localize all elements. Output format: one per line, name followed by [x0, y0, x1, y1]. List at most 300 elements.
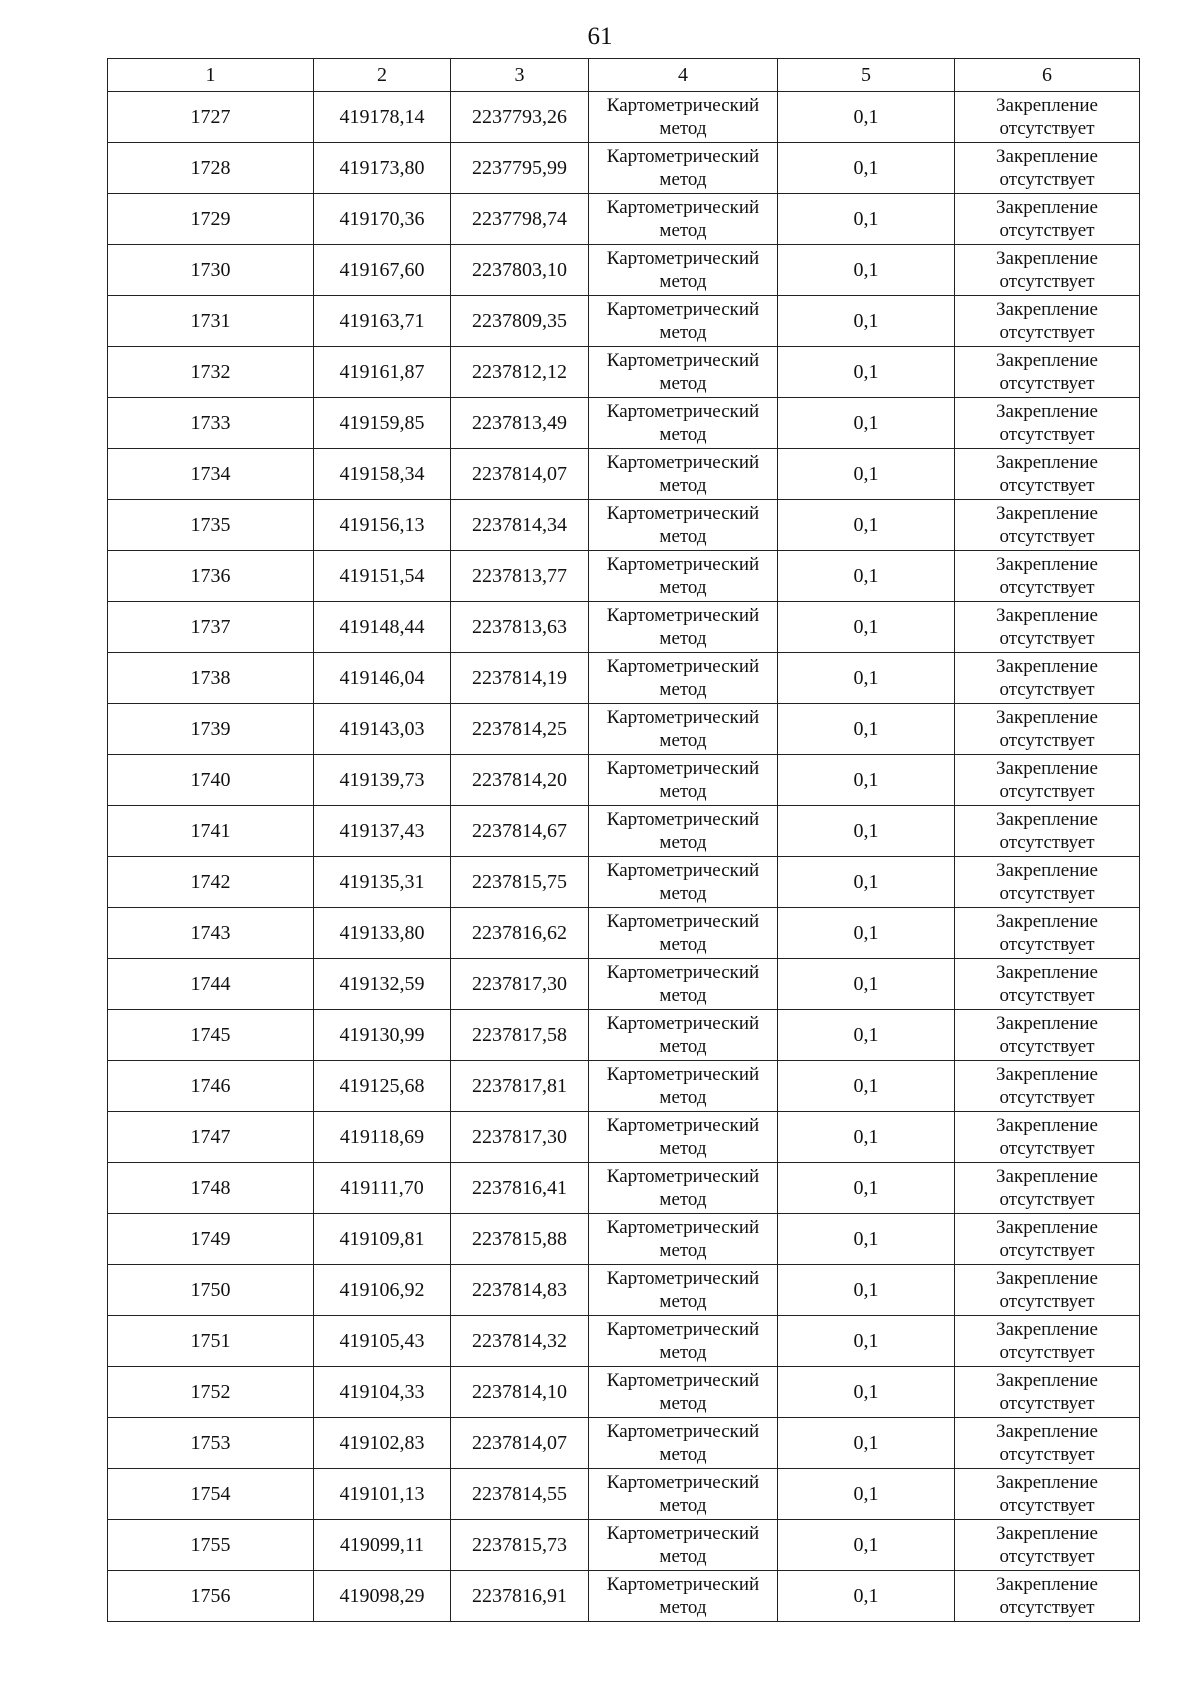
accuracy-cell: 0,1 [778, 500, 955, 551]
method-line-1: Картометрический [606, 1217, 760, 1238]
point-number-cell: 1731 [108, 296, 314, 347]
fixation-cell [955, 1112, 1140, 1163]
fixation-line-2: отсутствует [999, 1138, 1095, 1159]
y-coordinate-cell: 2237798,74 [451, 194, 589, 245]
fixation-line-1: Закрепление [996, 860, 1098, 881]
y-coordinate-cell: 2237815,88 [451, 1214, 589, 1265]
method-line-1: Картометрический [606, 1013, 760, 1034]
method-line-1: Картометрический [606, 1574, 760, 1595]
accuracy-cell: 0,1 [778, 1418, 955, 1469]
accuracy-cell: 0,1 [778, 1571, 955, 1622]
method-line-1: Картометрический [606, 146, 760, 167]
accuracy-cell: 0,1 [778, 551, 955, 602]
header-row [108, 59, 1140, 92]
method-line-2: метод [659, 1495, 707, 1516]
fixation-line-2: отсутствует [999, 832, 1095, 853]
fixation-line-1: Закрепление [996, 146, 1098, 167]
table-body [108, 92, 1140, 1622]
point-number-cell: 1727 [108, 92, 314, 143]
method-line-2: метод [659, 730, 707, 751]
method-line-1: Картометрический [606, 1472, 760, 1493]
y-coordinate-cell: 2237815,75 [451, 857, 589, 908]
accuracy-cell: 0,1 [778, 959, 955, 1010]
method-line-2: метод [659, 577, 707, 598]
method-line-2: метод [659, 628, 707, 649]
accuracy-cell: 0,1 [778, 1520, 955, 1571]
fixation-line-2: отсутствует [999, 1597, 1095, 1618]
point-number-cell: 1744 [108, 959, 314, 1010]
y-coordinate-cell: 2237817,58 [451, 1010, 589, 1061]
fixation-cell [955, 296, 1140, 347]
fixation-cell [955, 959, 1140, 1010]
fixation-cell [955, 92, 1140, 143]
fixation-line-2: отсутствует [999, 679, 1095, 700]
fixation-line-1: Закрепление [996, 401, 1098, 422]
fixation-cell [955, 806, 1140, 857]
point-number-cell: 1746 [108, 1061, 314, 1112]
fixation-line-2: отсутствует [999, 1036, 1095, 1057]
fixation-line-1: Закрепление [996, 1319, 1098, 1340]
method-line-2: метод [659, 985, 707, 1006]
method-cell [589, 908, 778, 959]
accuracy-cell: 0,1 [778, 398, 955, 449]
method-line-1: Картометрический [606, 248, 760, 269]
fixation-cell [955, 1061, 1140, 1112]
fixation-line-1: Закрепление [996, 299, 1098, 320]
accuracy-cell: 0,1 [778, 1367, 955, 1418]
y-coordinate-cell: 2237793,26 [451, 92, 589, 143]
method-line-1: Картометрический [606, 860, 760, 881]
fixation-line-2: отсутствует [999, 883, 1095, 904]
method-cell [589, 551, 778, 602]
method-cell [589, 1214, 778, 1265]
fixation-cell [955, 1520, 1140, 1571]
column-header-5: 5 [778, 59, 955, 92]
point-number-cell: 1748 [108, 1163, 314, 1214]
table-row [108, 1367, 1140, 1418]
accuracy-cell: 0,1 [778, 245, 955, 296]
fixation-cell [955, 908, 1140, 959]
method-line-1: Картометрический [606, 299, 760, 320]
fixation-line-1: Закрепление [996, 1268, 1098, 1289]
method-line-2: метод [659, 781, 707, 802]
method-cell [589, 959, 778, 1010]
point-number-cell: 1739 [108, 704, 314, 755]
fixation-line-2: отсутствует [999, 1240, 1095, 1261]
table-row [108, 1469, 1140, 1520]
method-cell [589, 1469, 778, 1520]
fixation-line-2: отсутствует [999, 934, 1095, 955]
method-line-2: метод [659, 322, 707, 343]
fixation-line-1: Закрепление [996, 1115, 1098, 1136]
method-cell [589, 1010, 778, 1061]
accuracy-cell: 0,1 [778, 296, 955, 347]
table-row [108, 857, 1140, 908]
y-coordinate-cell: 2237816,91 [451, 1571, 589, 1622]
x-coordinate-cell: 419170,36 [314, 194, 451, 245]
y-coordinate-cell: 2237816,62 [451, 908, 589, 959]
x-coordinate-cell: 419104,33 [314, 1367, 451, 1418]
accuracy-cell: 0,1 [778, 806, 955, 857]
table-row [108, 92, 1140, 143]
fixation-cell [955, 653, 1140, 704]
table-row [108, 1520, 1140, 1571]
fixation-line-2: отсутствует [999, 1342, 1095, 1363]
fixation-line-2: отсутствует [999, 577, 1095, 598]
fixation-line-2: отсутствует [999, 628, 1095, 649]
method-cell [589, 1571, 778, 1622]
x-coordinate-cell: 419102,83 [314, 1418, 451, 1469]
method-cell [589, 857, 778, 908]
point-number-cell: 1728 [108, 143, 314, 194]
accuracy-cell: 0,1 [778, 602, 955, 653]
fixation-cell [955, 1571, 1140, 1622]
fixation-line-1: Закрепление [996, 1166, 1098, 1187]
method-line-2: метод [659, 1138, 707, 1159]
accuracy-cell: 0,1 [778, 1316, 955, 1367]
method-cell [589, 602, 778, 653]
method-cell [589, 704, 778, 755]
fixation-line-2: отсутствует [999, 1444, 1095, 1465]
fixation-cell [955, 704, 1140, 755]
table-row [108, 194, 1140, 245]
method-line-1: Картометрический [606, 554, 760, 575]
fixation-line-2: отсутствует [999, 271, 1095, 292]
method-line-2: метод [659, 1393, 707, 1414]
method-line-1: Картометрический [606, 1268, 760, 1289]
x-coordinate-cell: 419167,60 [314, 245, 451, 296]
y-coordinate-cell: 2237814,07 [451, 1418, 589, 1469]
y-coordinate-cell: 2237814,34 [451, 500, 589, 551]
fixation-line-1: Закрепление [996, 1523, 1098, 1544]
x-coordinate-cell: 419161,87 [314, 347, 451, 398]
y-coordinate-cell: 2237814,20 [451, 755, 589, 806]
fixation-cell [955, 143, 1140, 194]
fixation-line-2: отсутствует [999, 526, 1095, 547]
x-coordinate-cell: 419143,03 [314, 704, 451, 755]
method-line-1: Картометрический [606, 707, 760, 728]
accuracy-cell: 0,1 [778, 1265, 955, 1316]
y-coordinate-cell: 2237813,77 [451, 551, 589, 602]
page-number: 61 [587, 23, 613, 50]
method-cell [589, 347, 778, 398]
x-coordinate-cell: 419135,31 [314, 857, 451, 908]
table-row [108, 959, 1140, 1010]
fixation-line-2: отсутствует [999, 1291, 1095, 1312]
table-row [108, 296, 1140, 347]
method-line-2: метод [659, 424, 707, 445]
method-line-1: Картометрический [606, 350, 760, 371]
method-cell [589, 1367, 778, 1418]
method-line-2: метод [659, 1036, 707, 1057]
method-line-1: Картометрический [606, 1523, 760, 1544]
y-coordinate-cell: 2237814,55 [451, 1469, 589, 1520]
fixation-cell [955, 1367, 1140, 1418]
column-header-3: 3 [451, 59, 589, 92]
fixation-cell [955, 602, 1140, 653]
method-line-2: метод [659, 475, 707, 496]
point-number-cell: 1742 [108, 857, 314, 908]
method-line-1: Картометрический [606, 962, 760, 983]
accuracy-cell: 0,1 [778, 857, 955, 908]
method-line-2: метод [659, 1546, 707, 1567]
fixation-cell [955, 755, 1140, 806]
fixation-line-1: Закрепление [996, 350, 1098, 371]
method-cell [589, 1265, 778, 1316]
fixation-line-2: отсутствует [999, 985, 1095, 1006]
x-coordinate-cell: 419111,70 [314, 1163, 451, 1214]
point-number-cell: 1741 [108, 806, 314, 857]
fixation-line-1: Закрепление [996, 1574, 1098, 1595]
fixation-line-2: отсутствует [999, 1495, 1095, 1516]
table-row [108, 1418, 1140, 1469]
fixation-line-1: Закрепление [996, 605, 1098, 626]
accuracy-cell: 0,1 [778, 143, 955, 194]
x-coordinate-cell: 419159,85 [314, 398, 451, 449]
x-coordinate-cell: 419101,13 [314, 1469, 451, 1520]
point-number-cell: 1753 [108, 1418, 314, 1469]
table-row [108, 1112, 1140, 1163]
x-coordinate-cell: 419125,68 [314, 1061, 451, 1112]
fixation-line-1: Закрепление [996, 95, 1098, 116]
fixation-line-1: Закрепление [996, 1421, 1098, 1442]
column-header-6: 6 [955, 59, 1140, 92]
method-cell [589, 806, 778, 857]
table-row [108, 908, 1140, 959]
method-line-1: Картометрический [606, 1115, 760, 1136]
method-cell [589, 500, 778, 551]
fixation-line-2: отсутствует [999, 424, 1095, 445]
x-coordinate-cell: 419109,81 [314, 1214, 451, 1265]
fixation-line-1: Закрепление [996, 1217, 1098, 1238]
x-coordinate-cell: 419158,34 [314, 449, 451, 500]
column-header-4: 4 [589, 59, 778, 92]
table-row [108, 1316, 1140, 1367]
method-cell [589, 398, 778, 449]
accuracy-cell: 0,1 [778, 653, 955, 704]
x-coordinate-cell: 419139,73 [314, 755, 451, 806]
fixation-line-1: Закрепление [996, 1370, 1098, 1391]
fixation-line-1: Закрепление [996, 911, 1098, 932]
accuracy-cell: 0,1 [778, 347, 955, 398]
method-line-2: метод [659, 1444, 707, 1465]
method-line-2: метод [659, 118, 707, 139]
table-row [108, 245, 1140, 296]
table-row [108, 449, 1140, 500]
point-number-cell: 1749 [108, 1214, 314, 1265]
table-row [108, 806, 1140, 857]
fixation-line-2: отсутствует [999, 781, 1095, 802]
x-coordinate-cell: 419118,69 [314, 1112, 451, 1163]
fixation-line-2: отсутствует [999, 1393, 1095, 1414]
point-number-cell: 1733 [108, 398, 314, 449]
method-cell [589, 1061, 778, 1112]
table-row [108, 1163, 1140, 1214]
method-line-1: Картометрический [606, 401, 760, 422]
point-number-cell: 1756 [108, 1571, 314, 1622]
y-coordinate-cell: 2237814,07 [451, 449, 589, 500]
x-coordinate-cell: 419148,44 [314, 602, 451, 653]
method-line-2: метод [659, 373, 707, 394]
y-coordinate-cell: 2237814,32 [451, 1316, 589, 1367]
fixation-cell [955, 1214, 1140, 1265]
x-coordinate-cell: 419178,14 [314, 92, 451, 143]
accuracy-cell: 0,1 [778, 704, 955, 755]
x-coordinate-cell: 419133,80 [314, 908, 451, 959]
y-coordinate-cell: 2237795,99 [451, 143, 589, 194]
point-number-cell: 1737 [108, 602, 314, 653]
fixation-line-2: отсутствует [999, 220, 1095, 241]
method-line-1: Картометрический [606, 605, 760, 626]
point-number-cell: 1755 [108, 1520, 314, 1571]
point-number-cell: 1735 [108, 500, 314, 551]
method-cell [589, 194, 778, 245]
table-row [108, 755, 1140, 806]
fixation-line-2: отсутствует [999, 118, 1095, 139]
y-coordinate-cell: 2237817,30 [451, 959, 589, 1010]
fixation-cell [955, 194, 1140, 245]
fixation-line-2: отсутствует [999, 169, 1095, 190]
y-coordinate-cell: 2237815,73 [451, 1520, 589, 1571]
y-coordinate-cell: 2237814,83 [451, 1265, 589, 1316]
fixation-cell [955, 857, 1140, 908]
point-number-cell: 1751 [108, 1316, 314, 1367]
fixation-line-1: Закрепление [996, 656, 1098, 677]
fixation-line-2: отсутствует [999, 1189, 1095, 1210]
accuracy-cell: 0,1 [778, 1214, 955, 1265]
y-coordinate-cell: 2237812,12 [451, 347, 589, 398]
x-coordinate-cell: 419106,92 [314, 1265, 451, 1316]
method-cell [589, 245, 778, 296]
point-number-cell: 1745 [108, 1010, 314, 1061]
method-line-1: Картометрический [606, 1421, 760, 1442]
column-header-2: 2 [314, 59, 451, 92]
table-row [108, 1571, 1140, 1622]
method-line-1: Картометрический [606, 911, 760, 932]
x-coordinate-cell: 419105,43 [314, 1316, 451, 1367]
y-coordinate-cell: 2237816,41 [451, 1163, 589, 1214]
point-number-cell: 1747 [108, 1112, 314, 1163]
fixation-line-1: Закрепление [996, 962, 1098, 983]
method-line-2: метод [659, 271, 707, 292]
point-number-cell: 1736 [108, 551, 314, 602]
fixation-line-1: Закрепление [996, 707, 1098, 728]
table-row [108, 602, 1140, 653]
method-cell [589, 1418, 778, 1469]
x-coordinate-cell: 419098,29 [314, 1571, 451, 1622]
method-line-2: метод [659, 1597, 707, 1618]
method-line-2: метод [659, 1087, 707, 1108]
table-row [108, 500, 1140, 551]
point-number-cell: 1732 [108, 347, 314, 398]
method-line-1: Картометрический [606, 197, 760, 218]
fixation-line-1: Закрепление [996, 248, 1098, 269]
y-coordinate-cell: 2237817,81 [451, 1061, 589, 1112]
accuracy-cell: 0,1 [778, 1469, 955, 1520]
y-coordinate-cell: 2237813,49 [451, 398, 589, 449]
table-row [108, 551, 1140, 602]
accuracy-cell: 0,1 [778, 1163, 955, 1214]
point-number-cell: 1738 [108, 653, 314, 704]
point-number-cell: 1730 [108, 245, 314, 296]
table-row [108, 398, 1140, 449]
method-cell [589, 1163, 778, 1214]
fixation-cell [955, 245, 1140, 296]
table-row [108, 1010, 1140, 1061]
x-coordinate-cell: 419146,04 [314, 653, 451, 704]
y-coordinate-cell: 2237814,67 [451, 806, 589, 857]
fixation-line-1: Закрепление [996, 197, 1098, 218]
method-line-2: метод [659, 832, 707, 853]
fixation-line-1: Закрепление [996, 1013, 1098, 1034]
x-coordinate-cell: 419173,80 [314, 143, 451, 194]
method-line-2: метод [659, 883, 707, 904]
method-line-1: Картометрический [606, 452, 760, 473]
fixation-line-2: отсутствует [999, 730, 1095, 751]
method-cell [589, 1520, 778, 1571]
column-header-1: 1 [108, 59, 314, 92]
fixation-line-2: отсутствует [999, 373, 1095, 394]
method-line-2: метод [659, 526, 707, 547]
method-line-2: метод [659, 1189, 707, 1210]
method-cell [589, 143, 778, 194]
fixation-cell [955, 1265, 1140, 1316]
fixation-line-1: Закрепление [996, 1064, 1098, 1085]
method-line-1: Картометрический [606, 758, 760, 779]
fixation-line-2: отсутствует [999, 1546, 1095, 1567]
method-cell [589, 1112, 778, 1163]
x-coordinate-cell: 419151,54 [314, 551, 451, 602]
fixation-cell [955, 1316, 1140, 1367]
fixation-line-1: Закрепление [996, 1472, 1098, 1493]
x-coordinate-cell: 419099,11 [314, 1520, 451, 1571]
fixation-cell [955, 1469, 1140, 1520]
accuracy-cell: 0,1 [778, 194, 955, 245]
point-number-cell: 1729 [108, 194, 314, 245]
fixation-line-2: отсутствует [999, 322, 1095, 343]
x-coordinate-cell: 419130,99 [314, 1010, 451, 1061]
y-coordinate-cell: 2237817,30 [451, 1112, 589, 1163]
x-coordinate-cell: 419156,13 [314, 500, 451, 551]
method-cell [589, 755, 778, 806]
method-line-2: метод [659, 220, 707, 241]
y-coordinate-cell: 2237803,10 [451, 245, 589, 296]
method-line-2: метод [659, 1291, 707, 1312]
point-number-cell: 1743 [108, 908, 314, 959]
accuracy-cell: 0,1 [778, 755, 955, 806]
method-line-1: Картометрический [606, 1370, 760, 1391]
accuracy-cell: 0,1 [778, 1112, 955, 1163]
y-coordinate-cell: 2237813,63 [451, 602, 589, 653]
fixation-line-1: Закрепление [996, 809, 1098, 830]
point-number-cell: 1754 [108, 1469, 314, 1520]
fixation-line-1: Закрепление [996, 452, 1098, 473]
coordinates-table [107, 58, 1140, 1622]
method-cell [589, 653, 778, 704]
point-number-cell: 1752 [108, 1367, 314, 1418]
accuracy-cell: 0,1 [778, 1010, 955, 1061]
method-line-1: Картометрический [606, 503, 760, 524]
point-number-cell: 1740 [108, 755, 314, 806]
x-coordinate-cell: 419137,43 [314, 806, 451, 857]
accuracy-cell: 0,1 [778, 908, 955, 959]
fixation-cell [955, 551, 1140, 602]
y-coordinate-cell: 2237814,10 [451, 1367, 589, 1418]
method-line-1: Картометрический [606, 656, 760, 677]
fixation-line-2: отсутствует [999, 1087, 1095, 1108]
y-coordinate-cell: 2237809,35 [451, 296, 589, 347]
fixation-cell [955, 1010, 1140, 1061]
